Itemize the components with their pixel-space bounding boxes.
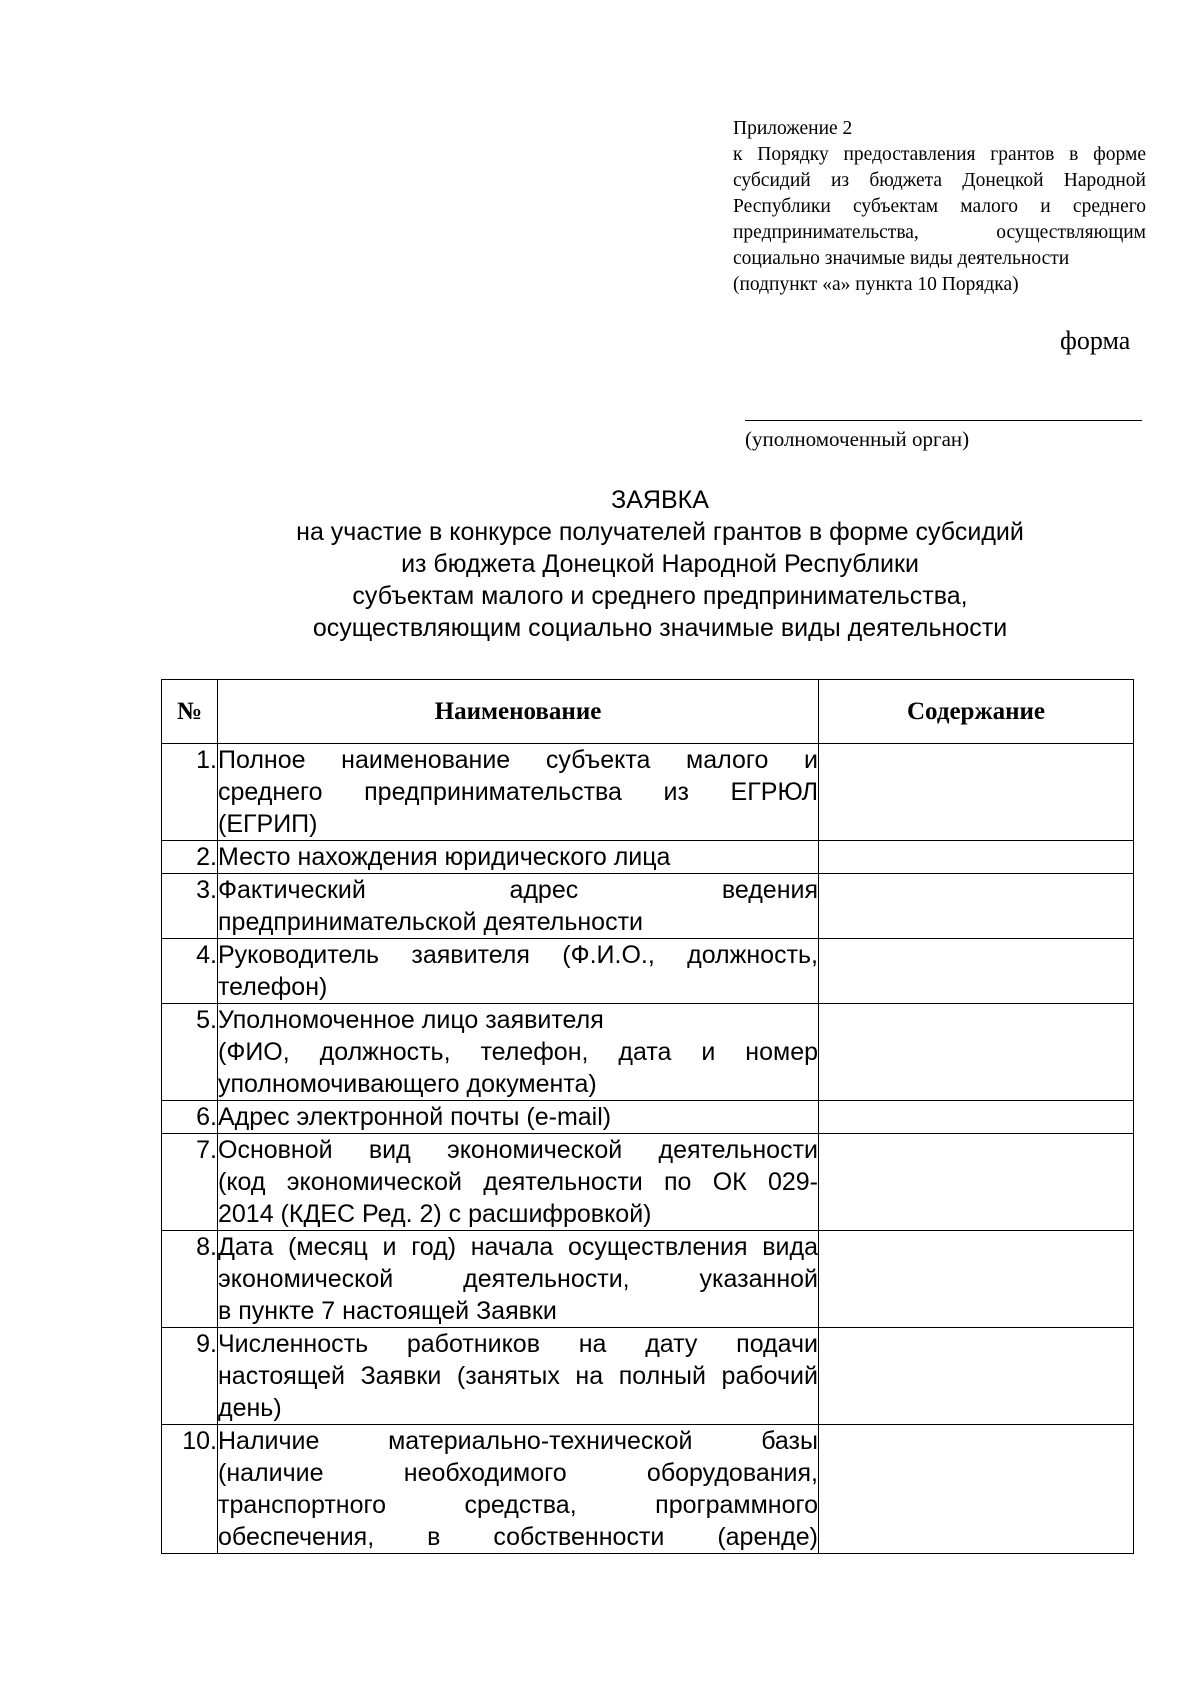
row-number: 7. bbox=[162, 1134, 218, 1231]
row-name-line: 2014 (КДЕС Ред. 2) с расшифровкой) bbox=[218, 1200, 652, 1228]
title-line: из бюджета Донецкой Народной Республики bbox=[401, 550, 919, 578]
table-row bbox=[162, 1101, 1134, 1134]
row-content-cell[interactable] bbox=[819, 1134, 1134, 1231]
row-content-cell[interactable] bbox=[819, 939, 1134, 1004]
row-name bbox=[218, 939, 819, 1004]
row-content-cell[interactable] bbox=[819, 1231, 1134, 1328]
row-content-cell[interactable] bbox=[819, 1101, 1134, 1134]
table-row bbox=[162, 874, 1134, 939]
row-number: 4. bbox=[162, 939, 218, 1004]
title-line: осуществляющим социально значимые виды деятельности bbox=[312, 614, 1008, 642]
table-row bbox=[162, 841, 1134, 874]
row-content-cell[interactable] bbox=[819, 1004, 1134, 1101]
appendix-line: Приложение 2 bbox=[733, 118, 853, 139]
row-name bbox=[218, 1328, 819, 1425]
row-name bbox=[218, 1425, 819, 1554]
table-row bbox=[162, 744, 1134, 841]
row-name-line: (код экономической деятельности по ОК 029- bbox=[218, 1168, 818, 1196]
row-name-line: Место нахождения юридического лица bbox=[218, 843, 671, 871]
row-name bbox=[218, 1231, 819, 1328]
row-name-line: в пункте 7 настоящей Заявки bbox=[218, 1297, 557, 1325]
row-name-line: телефон) bbox=[218, 973, 328, 1001]
appendix-line: субсидий из бюджета Донецкой Народной bbox=[733, 170, 1146, 191]
row-name-line: Уполномоченное лицо заявителя bbox=[218, 1006, 604, 1034]
table-row bbox=[162, 1004, 1134, 1101]
authority-signature-line bbox=[745, 420, 1142, 421]
row-name bbox=[218, 744, 819, 841]
row-number: 2. bbox=[162, 841, 218, 874]
table-row bbox=[162, 1231, 1134, 1328]
row-name-line: (наличие необходимого оборудования, bbox=[218, 1459, 818, 1487]
appendix-header bbox=[733, 116, 1146, 298]
title-line: на участие в конкурсе получателей грантов в форме субсидий bbox=[296, 518, 1024, 546]
appendix-line: (подпункт «а» пункта 10 Порядка) bbox=[733, 274, 1019, 295]
document-title bbox=[160, 484, 1160, 644]
row-name-line: настоящей Заявки (занятых на полный рабочий bbox=[218, 1362, 818, 1390]
row-name-line: Основной вид экономической деятельности bbox=[218, 1136, 818, 1164]
row-name-line: Дата (месяц и год) начала осуществления вида bbox=[218, 1233, 818, 1261]
row-name-line: Полное наименование субъекта малого и bbox=[218, 746, 818, 774]
row-name-line: обеспечения, в собственности (аренде) bbox=[218, 1523, 818, 1551]
row-content-cell[interactable] bbox=[819, 874, 1134, 939]
appendix-line: предпринимательства, осуществляющим bbox=[733, 222, 1146, 243]
row-name bbox=[218, 1134, 819, 1231]
row-name-line: Фактический адрес ведения bbox=[218, 876, 818, 904]
row-content-cell[interactable] bbox=[819, 744, 1134, 841]
form-label: форма bbox=[1060, 326, 1131, 355]
row-name-line: Адрес электронной почты (e-mail) bbox=[218, 1103, 612, 1131]
row-content-cell[interactable] bbox=[819, 841, 1134, 874]
appendix-line: социально значимые виды деятельности bbox=[733, 248, 1070, 269]
row-number: 3. bbox=[162, 874, 218, 939]
header-name: Наименование bbox=[218, 680, 819, 744]
row-name-line: Руководитель заявителя (Ф.И.О., должность, bbox=[218, 941, 818, 969]
row-name bbox=[218, 1004, 819, 1101]
table-row bbox=[162, 939, 1134, 1004]
header-content: Содержание bbox=[819, 680, 1134, 744]
table-header-row bbox=[162, 680, 1134, 744]
authority-caption: (уполномоченный орган) bbox=[745, 427, 970, 451]
row-number: 6. bbox=[162, 1101, 218, 1134]
row-number: 8. bbox=[162, 1231, 218, 1328]
row-content-cell[interactable] bbox=[819, 1328, 1134, 1425]
row-name-line: (ЕГРИП) bbox=[218, 810, 318, 838]
row-name-line: среднего предпринимательства из ЕГРЮЛ bbox=[218, 778, 818, 806]
row-name-line: день) bbox=[218, 1394, 282, 1422]
appendix-line: к Порядку предоставления грантов в форме bbox=[733, 144, 1146, 165]
row-content-cell[interactable] bbox=[819, 1425, 1134, 1554]
row-name-line: (ФИО, должность, телефон, дата и номер bbox=[218, 1038, 818, 1066]
row-name-line: уполномочивающего документа) bbox=[218, 1070, 597, 1098]
header-number: № bbox=[162, 680, 218, 744]
row-name bbox=[218, 874, 819, 939]
table-row bbox=[162, 1134, 1134, 1231]
row-name-line: Численность работников на дату подачи bbox=[218, 1330, 818, 1358]
appendix-line: Республики субъектам малого и среднего bbox=[733, 196, 1146, 217]
row-name-line: экономической деятельности, указанной bbox=[218, 1265, 818, 1293]
row-number: 1. bbox=[162, 744, 218, 841]
row-name bbox=[218, 841, 819, 874]
row-name-line: транспортного средства, программного bbox=[218, 1491, 818, 1519]
table-body bbox=[162, 744, 1134, 1554]
table-row bbox=[162, 1328, 1134, 1425]
row-name-line: предпринимательской деятельности bbox=[218, 908, 643, 936]
row-number: 9. bbox=[162, 1328, 218, 1425]
row-number: 5. bbox=[162, 1004, 218, 1101]
row-number: 10. bbox=[162, 1425, 218, 1554]
title-heading: ЗАЯВКА bbox=[611, 486, 709, 514]
row-name-line: Наличие материально-технической базы bbox=[218, 1427, 818, 1455]
table-row bbox=[162, 1425, 1134, 1554]
row-name bbox=[218, 1101, 819, 1134]
title-line: субъектам малого и среднего предпринимательства, bbox=[352, 582, 968, 610]
application-table bbox=[161, 679, 1134, 1554]
